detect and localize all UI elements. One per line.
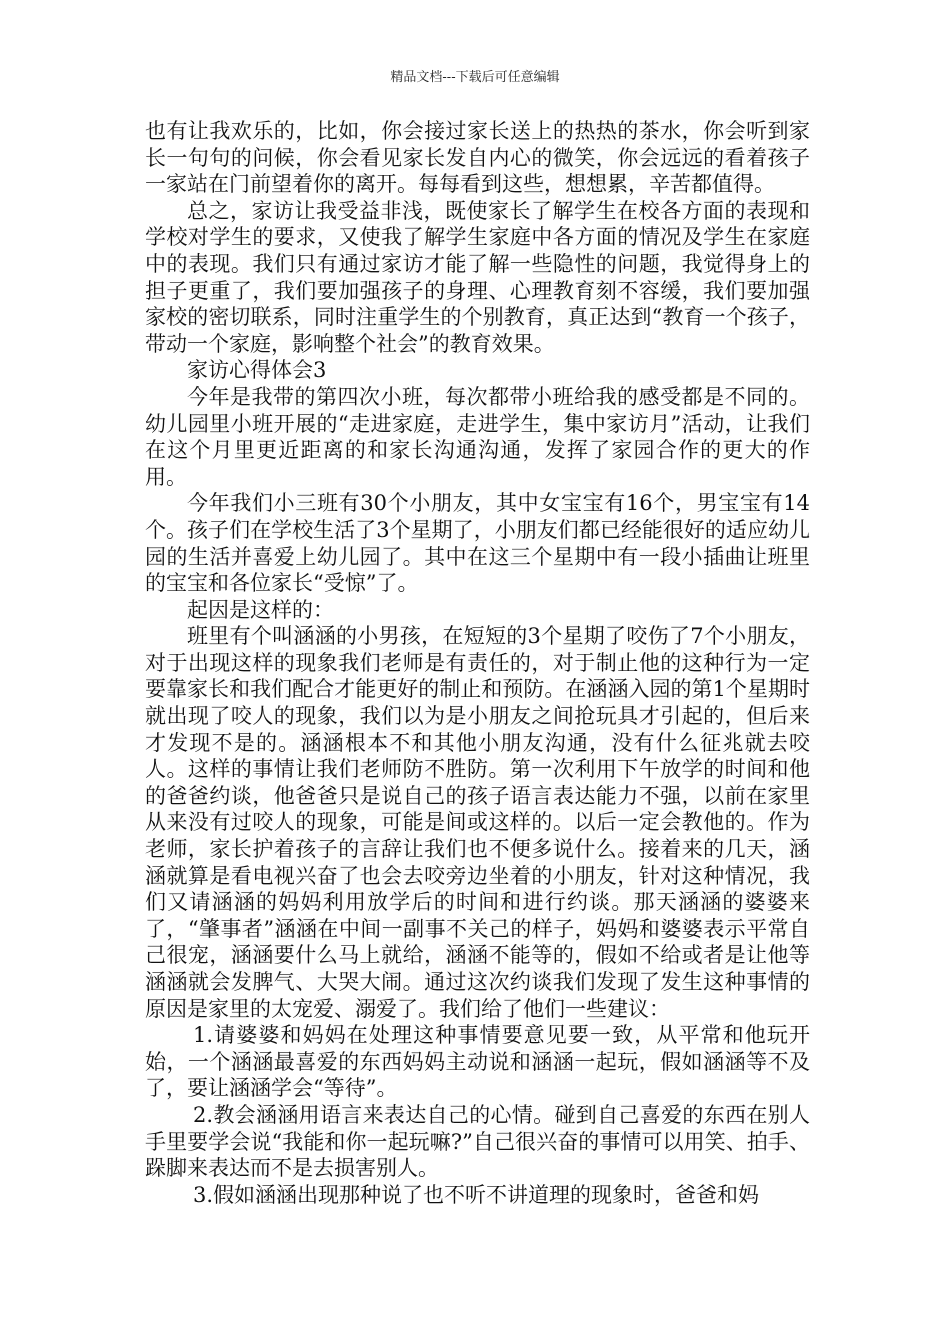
paragraph: 今年我们小三班有30个小朋友，其中女宝宝有16个，男宝宝有14个。孩子们在学校生活了3个星期了，小朋友们都已经能很好的适应幼儿园的生活并喜爱上幼儿园了。其中在这三个星期中有一段小插曲让班里的宝宝和各位家长“受惊”了。 <box>145 491 810 596</box>
paragraph: 也有让我欢乐的，比如，你会接过家长送上的热热的茶水，你会听到家长一句句的问候，你会看见家长发自内心的微笑，你会远远的看着孩子一家站在门前望着你的离开。每每看到这些，想想累，辛苦都值得。 <box>145 119 810 197</box>
paragraph: 班里有个叫涵涵的小男孩，在短短的3个星期了咬伤了7个小朋友，对于出现这样的现象我们老师是有责任的，对于制止他的这种行为一定要靠家长和我们配合才能更好的制止和预防。在涵涵入园的第1个星期时就出现了咬人的现象，我们以为是小朋友之间抢玩具才引起的，但后来才发现不是的。涵涵根本不和其他小朋友沟通，没有什么征兆就去咬人。这样的事情让我们老师防不胜防。第一次利用下午放学的时间和他的爸爸约谈，他爸爸只是说自己的孩子语言表达能力不强，以前在家里从来没有过咬人的现象，可能是间或这样的。以后一定会教他的。作为老师，家长护着孩子的言辞让我们也不便多说什么。接着来的几天，涵涵就算是看电视兴奋了也会去咬旁边坐着的小朋友，针对这种情况，我们又请涵涵的妈妈利用放学后的时间和进行约谈。那天涵涵的婆婆来了，“肇事者”涵涵在中间一副事不关己的样子，妈妈和婆婆表示平常自己很宠，涵涵要什么马上就给，涵涵不能等的，假如不给或者是让他等涵涵就会发脾气、大哭大闹。通过这次约谈我们发现了发生这种事情的原因是家里的太宠爱、溺爱了。我们给了他们一些建议： <box>145 624 810 1021</box>
paragraph: 今年是我带的第四次小班，每次都带小班给我的感受都是不同的。幼儿园里小班开展的“走进家庭，走进学生，集中家访月”活动，让我们在这个月里更近距离的和家长沟通沟通，发挥了家园合作的更大的作用。 <box>145 384 810 489</box>
section-heading: 家访心得体会3 <box>187 358 327 383</box>
paragraph: 总之，家访让我受益非浅，既使家长了解学生在校各方面的表现和学校对学生的要求，又使我了解学生家庭中各方面的情况及学生在家庭中的表现。我们只有通过家访才能了解一些隐性的问题，我觉得身上的担子更重了，我们要加强孩子的身理、心理教育刻不容缓，我们要加强家校的密切联系，同时注重学生的个别教育，真正达到“教育一个孩子，带动一个家庭，影响整个社会”的教育效果。 <box>145 198 810 356</box>
list-item: 3.假如涵涵出现那种说了也不听不讲道理的现象时，爸爸和妈 <box>193 1182 760 1207</box>
list-item: 2.教会涵涵用语言来表达自己的心情。碰到自己喜爱的东西在别人手里要学会说“我能和你一起玩嘛?”自己很兴奋的事情可以用笑、拍手、跺脚来表达而不是去损害别人。 <box>145 1102 810 1181</box>
list-item: 1.请婆婆和妈妈在处理这种事情要意见要一致，从平常和他玩开始，一个涵涵最喜爱的东西妈妈主动说和涵涵一起玩，假如涵涵等不及了，要让涵涵学会“等待”。 <box>145 1023 810 1101</box>
paragraph: 起因是这样的： <box>187 597 334 622</box>
document-body <box>145 118 810 1208</box>
page-header: 精品文档---下载后可任意编辑 <box>390 70 560 85</box>
